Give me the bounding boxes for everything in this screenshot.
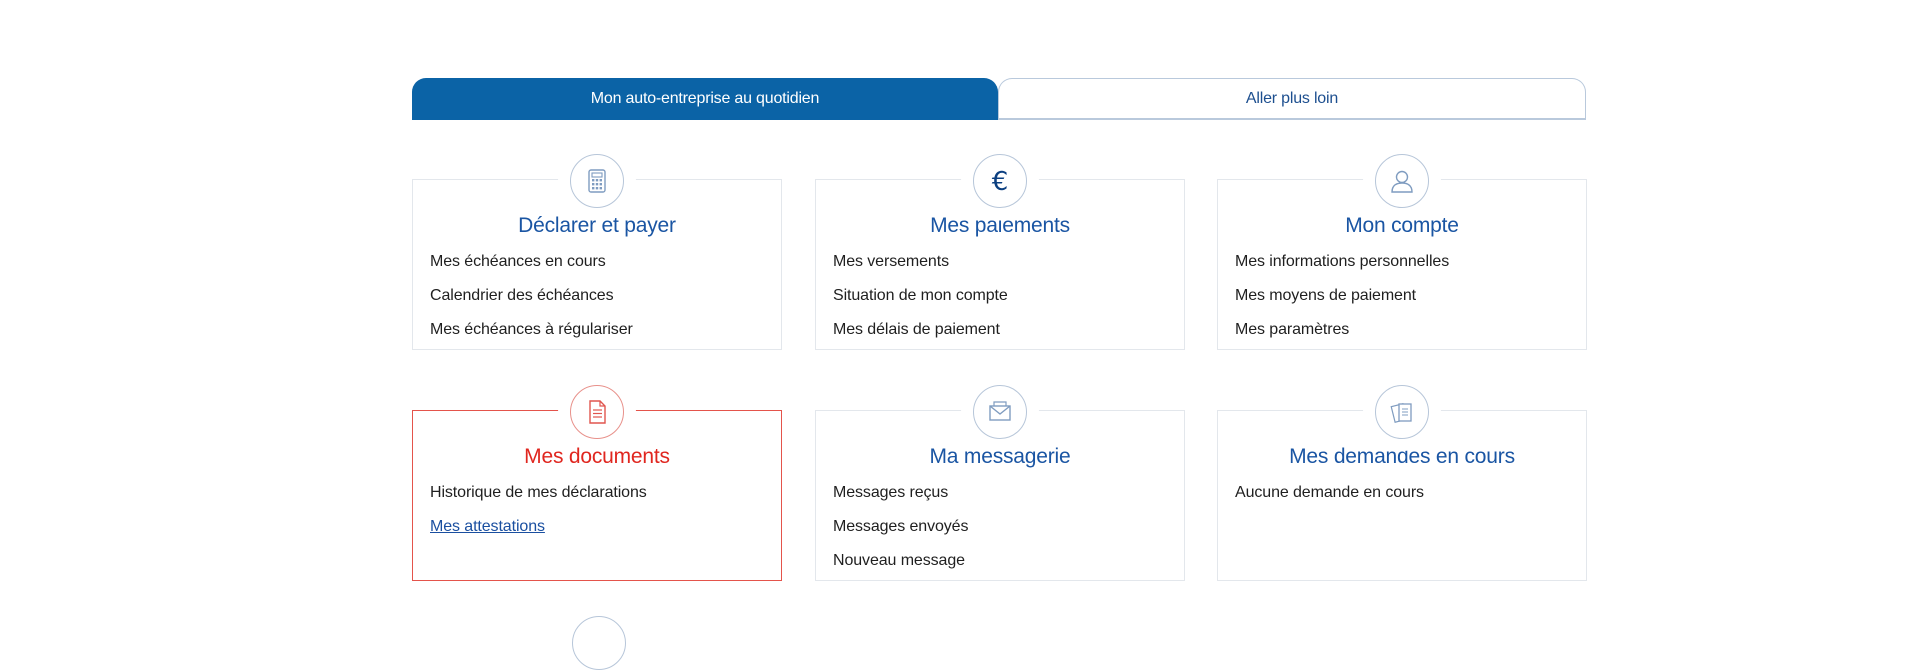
link-informations-personnelles[interactable]: Mes informations personnelles	[1235, 253, 1450, 270]
partial-card-icon	[572, 616, 626, 670]
card-title[interactable]: Mes documents	[524, 445, 670, 468]
svg-text:€: €	[991, 167, 1009, 196]
link-nouveau-message[interactable]: Nouveau message	[833, 552, 965, 569]
link-situation-compte[interactable]: Situation de mon compte	[833, 287, 1008, 304]
card-title[interactable]: Déclarer et payer	[518, 214, 676, 237]
envelope-icon	[973, 385, 1027, 439]
link-moyens-paiement[interactable]: Mes moyens de paiement	[1235, 287, 1417, 304]
link-versements[interactable]: Mes versements	[833, 253, 949, 270]
card-ma-messagerie	[815, 410, 1185, 581]
euro-icon	[973, 154, 1027, 208]
card-declarer-payer	[412, 179, 782, 350]
card-mon-compte	[1217, 179, 1587, 350]
card-mes-documents	[412, 410, 782, 581]
link-messages-recus[interactable]: Messages reçus	[833, 484, 949, 501]
card-title[interactable]: Mes demandes en cours	[1289, 445, 1515, 468]
tab-aller-plus-loin[interactable]: Aller plus loin	[998, 78, 1586, 120]
section-tabs	[412, 78, 1586, 120]
card-title[interactable]: Mon compte	[1345, 214, 1459, 237]
link-attestations[interactable]: Mes attestations	[430, 518, 545, 535]
user-icon	[1375, 154, 1429, 208]
calculator-icon	[570, 154, 624, 208]
link-historique-declarations[interactable]: Historique de mes déclarations	[430, 484, 647, 501]
link-echeances-en-cours[interactable]: Mes échéances en cours	[430, 253, 606, 270]
link-echeances-regulariser[interactable]: Mes échéances à régulariser	[430, 321, 633, 338]
card-title[interactable]: Ma messagerie	[929, 445, 1071, 468]
tab-quotidien[interactable]: Mon auto-entreprise au quotidien	[412, 78, 998, 120]
card-mes-paiements	[815, 167, 1185, 350]
card-mes-demandes	[1217, 410, 1587, 581]
documents-stack-icon	[1375, 385, 1429, 439]
document-icon	[570, 385, 624, 439]
link-delais-paiement[interactable]: Mes délais de paiement	[833, 321, 1000, 338]
link-messages-envoyes[interactable]: Messages envoyés	[833, 518, 969, 535]
link-parametres[interactable]: Mes paramètres	[1235, 321, 1350, 338]
card-title[interactable]: Mes paiements	[930, 214, 1070, 237]
demande-status-text: Aucune demande en cours	[1235, 484, 1424, 501]
link-calendrier-echeances[interactable]: Calendrier des échéances	[430, 287, 614, 304]
